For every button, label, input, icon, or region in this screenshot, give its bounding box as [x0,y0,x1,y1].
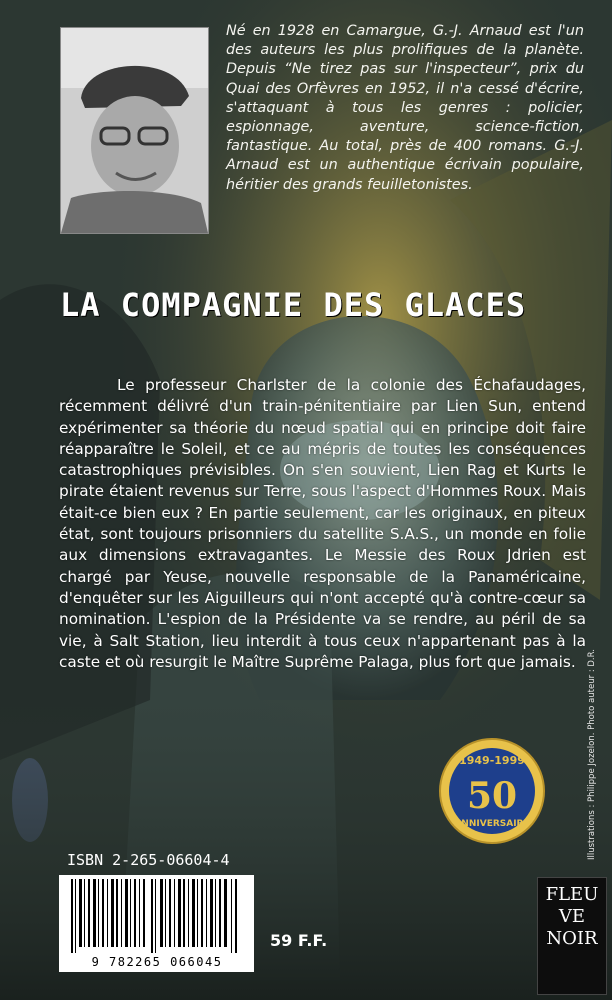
barcode [59,875,254,972]
author-photo [60,27,209,234]
badge-label: ANNIVERSAIRE [454,819,530,829]
isbn: ISBN 2-265-06604-4 [67,851,230,869]
badge-years: 1949-1999 [459,754,525,767]
logo-line-2: VE [558,906,586,927]
book-summary [59,375,586,673]
publisher-logo [537,877,607,995]
barcode-number: 9 782265 066045 [91,955,223,969]
anniversary-badge [438,737,546,845]
summary-paragraph: Le professeur Charlster de la colonie des Échafaudages, récemment délivré d'un train-pénitentiaire par Lien Sun, entend expérimenter sa théorie du nœud spatial qui en principe doit faire réapparaître le Soleil, et ce au mépris de toutes les conséquences catastrophiques prévisibles. On s'en souvient, Lien Rag et Kurts le pirate étaient revenus sur Terre, sous l'aspect d'Hommes Roux. Mais était-ce bien eux ? En partie seulement, car les originaux, en piteux état, sont toujours prisonniers du satellite S.A.S., un monde en folie aux dimensions extravagantes. Le Messie des Roux Jdrien est chargé par Yeuse, nouvelle responsable de la Panaméricaine, d'enquêter sur les Aiguilleurs qui n'ont accepté qu'à contre-cœur sa nomination. L'espion de la Présidente va se rendre, au péril de sa vie, à Salt Station, lieu interdit à tous ceux n'appartenant pas à la caste et où resurgit le Maître Suprême Palaga, plus fort que jamais. [59,376,586,671]
illustration-credits: Illustrations : Philippe Jozelon. Photo auteur : D.R. [587,649,597,860]
logo-line-1: FLEU [545,884,599,905]
book-title: LA COMPAGNIE DES GLACES [60,286,527,324]
logo-line-3: NOIR [546,928,598,949]
badge-number: 50 [466,775,518,817]
price: 59 F.F. [270,931,328,950]
author-bio: Né en 1928 en Camargue, G.-J. Arnaud est l'un des auteurs les plus prolifiques de la planète. Depuis “Ne tirez pas sur l'inspecteur”, prix du Quai des Orfèvres en 1952, il n'a cessé d'écrire, s'attaquant à tous les genres : policier, espionnage, aventure, science-fiction, fantastique. Au total, près de 400 romans. G.-J. Arnaud est un authentique écrivain populaire, héritier des grands feuilletonistes. [226,23,584,193]
